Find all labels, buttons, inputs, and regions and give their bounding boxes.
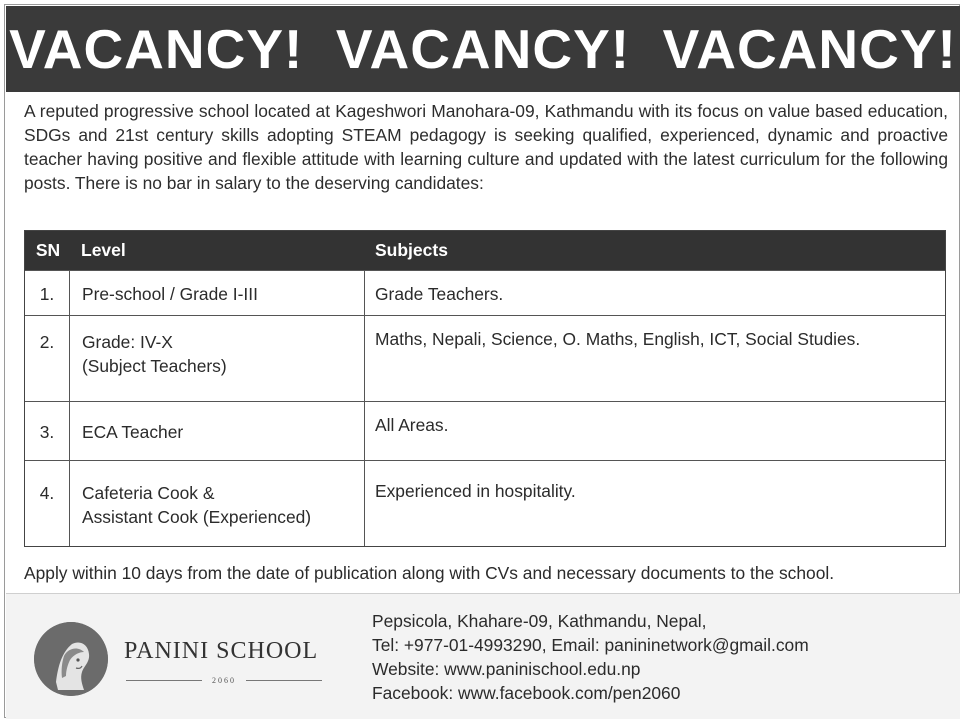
row-subjects: Grade Teachers. [375,284,504,304]
school-year-rule [126,674,322,686]
contact-tel-email: Tel: +977-01-4993290, Email: panininetwork@gmail.com [372,635,809,655]
row-sn: 4. [39,483,55,503]
contact-website: Website: www.paninischool.edu.np [372,659,641,679]
row-sn: 2. [39,332,55,352]
school-name: PANINI SCHOOL [124,638,319,664]
contact-facebook: Facebook: www.facebook.com/pen2060 [372,683,681,703]
footer [6,593,960,719]
apply-note: Apply within 10 days from the date of publication along with CVs and necessary documents to the school. [24,563,835,583]
row-level-line: ECA Teacher [82,422,184,442]
row-subjects: All Areas. [375,415,449,435]
header-sn: SN [35,240,61,260]
row-sn: 3. [39,422,55,442]
row-level [69,271,365,315]
row-level [69,316,365,401]
vacancy-banner [6,6,960,92]
vacancy-table [24,230,946,547]
header-level: Level [81,240,126,260]
school-logo-icon [34,622,108,696]
table-row [25,460,945,546]
row-level-line: Grade: IV-X [82,332,173,352]
header-subjects: Subjects [375,240,448,260]
row-level-line: Cafeteria Cook & [82,483,215,503]
row-subjects: Experienced in hospitality. [375,481,576,501]
table-row [25,401,945,460]
row-level-line: Pre-school / Grade I-III [82,284,258,304]
row-level [69,461,365,546]
row-level [69,402,365,460]
row-level-line: Assistant Cook (Experienced) [82,507,312,527]
divider [246,680,322,681]
table-row [25,315,945,401]
school-year: 2060 [212,675,236,685]
contact-info [372,609,809,705]
table-row [25,270,945,315]
contact-address: Pepsicola, Khahare-09, Kathmandu, Nepal, [372,611,707,631]
banner-title: VACANCY! VACANCY! VACANCY! [9,18,957,80]
row-sn: 1. [39,284,55,304]
row-level-line: (Subject Teachers) [82,356,227,376]
divider [126,680,202,681]
row-subjects: Maths, Nepali, Science, O. Maths, English, ICT, Social Studies. [375,329,861,349]
intro-paragraph: A reputed progressive school located at Kageshwori Manohara-09, Kathmandu with its focus on value based education, SDGs and 21st century skills adopting STEAM pedagogy is seeking qualified, experienced, dynamic and proactive teacher having positive and flexible attitude with learning culture and updated with the latest curriculum for the following posts. There is no bar in salary to the deserving candidates: [24,101,948,193]
table-header [25,231,945,270]
